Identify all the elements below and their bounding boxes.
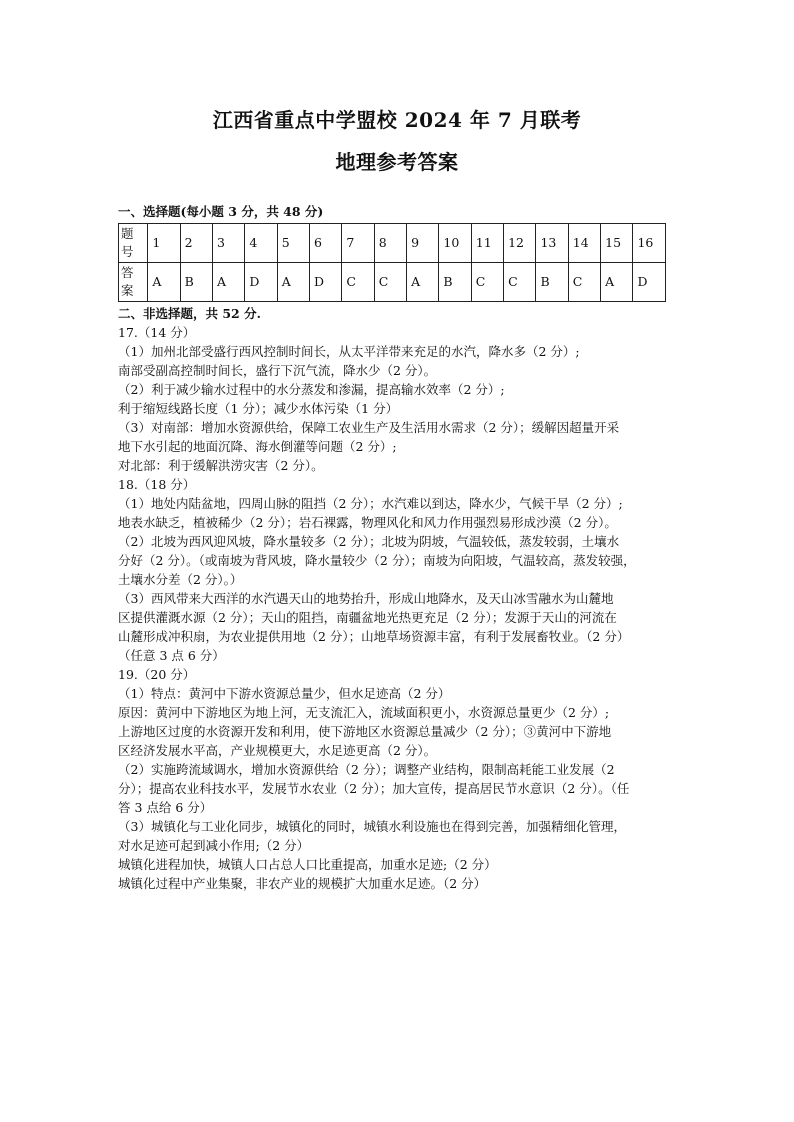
row-header-question	[119, 224, 148, 263]
answer-table	[118, 223, 666, 302]
row-header-answer	[119, 263, 148, 302]
q19-line: （2）实施跨流域调水，增加水资源供给（2 分）；调整产业结构，限制高耗能工业发展（2	[118, 762, 615, 777]
q17-line: 利于缩短线路长度（1 分）；减少水体污染（1 分）	[118, 401, 399, 416]
row-header-answer-line2: 案	[121, 283, 134, 298]
question-number-cell: 7	[342, 224, 374, 263]
answer-cell: D	[310, 263, 342, 302]
q17-line: 对北部：利于缓解洪涝灾害（2 分）。	[118, 458, 324, 473]
row-header-question-line1: 题	[121, 226, 134, 241]
q19-line: 区经济发展水平高，产业规模更大，水足迹更高（2 分）。	[118, 743, 437, 758]
table-row-answers	[119, 263, 666, 302]
answer-cell: C	[568, 263, 600, 302]
q19-line: （1）特点：黄河中下游水资源总量少，但水足迹高（2 分）	[118, 686, 451, 701]
answer-cell: A	[213, 263, 245, 302]
answer-cell: D	[633, 263, 666, 302]
q18-line: 地表水缺乏，植被稀少（2 分）；岩石裸露，物理风化和风力作用强烈易形成沙漠（2 分）。	[118, 515, 617, 530]
q17-line: （3）对南部：增加水资源供给，保障工农业生产及生活用水需求（2 分）；缓解因超量开采	[118, 420, 620, 435]
question-number-cell: 15	[601, 224, 633, 263]
q19-line: 城镇化进程加快，城镇人口占总人口比重提高，加重水足迹;（2 分）	[118, 857, 497, 872]
question-number-cell: 2	[180, 224, 212, 263]
answer-cell: A	[407, 263, 439, 302]
q18-line: 分好（2 分）。（或南坡为背风坡，降水量较少（2 分）；南坡为向阳坡，气温较高，蒸发较强，	[118, 553, 636, 568]
q18-line: （1）地处内陆盆地，四周山脉的阻挡（2 分）；水汽难以到达，降水少，气候干旱（2 分）;	[118, 496, 623, 511]
table-row-questions	[119, 224, 666, 263]
q18-line: 区提供灌溉水源（2 分）；天山的阻挡，南疆盆地光热更充足（2 分）；发源于天山的河流在	[118, 610, 617, 625]
answer-cell: D	[245, 263, 277, 302]
q18-line: （任意 3 点 6 分）	[118, 648, 225, 663]
answer-cell: C	[342, 263, 374, 302]
question-number-cell: 14	[568, 224, 600, 263]
question-number-cell: 11	[471, 224, 503, 263]
answer-cell: C	[504, 263, 536, 302]
q18-line: （3）西风带来大西洋的水汽遇天山的地势抬升，形成山地降水，及天山冰雪融水为山麓地	[118, 591, 614, 606]
q19-header: 19.（20 分）	[118, 667, 196, 682]
document-subtitle: 地理参考答案	[335, 150, 459, 174]
answer-cell: B	[180, 263, 212, 302]
question-number-cell: 10	[439, 224, 471, 263]
q19-line: 城镇化过程中产业集聚，非农产业的规模扩大加重水足迹。（2 分）	[118, 876, 487, 891]
document-title: 江西省重点中学盟校 2024 年 7 月联考	[212, 108, 582, 132]
q19-line: 答 3 点给 6 分）	[118, 800, 213, 815]
question-number-cell: 4	[245, 224, 277, 263]
q17-header: 17.（14 分）	[118, 325, 196, 340]
section2-heading: 二、非选择题，共 52 分.	[118, 306, 261, 321]
question-number-cell: 8	[374, 224, 406, 263]
q18-line: （2）北坡为西风迎风坡，降水量较多（2 分）；北坡为阴坡，气温较低，蒸发较弱，土壤水	[118, 534, 620, 549]
q19-line: 分）；提高农业科技水平，发展节水农业（2 分）；加大宣传，提高居民节水意识（2 分）。（任	[118, 781, 630, 796]
answer-cell: C	[471, 263, 503, 302]
answer-cell: A	[601, 263, 633, 302]
question-number-cell: 6	[310, 224, 342, 263]
question-number-cell: 13	[536, 224, 568, 263]
q18-header: 18.（18 分）	[118, 477, 196, 492]
row-header-question-line2: 号	[121, 244, 134, 259]
q17-line: （1）加州北部受盛行西风控制时间长，从太平洋带来充足的水汽，降水多（2 分）;	[118, 344, 580, 359]
question-number-cell: 1	[148, 224, 180, 263]
question-number-cell: 12	[504, 224, 536, 263]
q17-line: 地下水引起的地面沉降、海水倒灌等问题（2 分）;	[118, 439, 397, 454]
row-header-answer-line1: 答	[121, 265, 134, 280]
q18-line: 山麓形成冲积扇，为农业提供用地（2 分）；山地草场资源丰富，有利于发展畜牧业。（2 分）	[118, 629, 630, 644]
q19-line: 对水足迹可起到减小作用;（2 分）	[118, 838, 310, 853]
answer-cell: B	[536, 263, 568, 302]
q17-line: （2）利于减少输水过程中的水分蒸发和渗漏，提高输水效率（2 分）;	[118, 382, 505, 397]
q19-line: （3）城镇化与工业化同步，城镇化的同时，城镇水利设施也在得到完善，加强精细化管理，	[118, 819, 626, 834]
answer-cell: A	[277, 263, 309, 302]
answer-cell: C	[374, 263, 406, 302]
q17-line: 南部受副高控制时间长，盛行下沉气流，降水少（2 分）。	[118, 363, 437, 378]
question-number-cell: 9	[407, 224, 439, 263]
question-number-cell: 5	[277, 224, 309, 263]
q19-line: 原因：黄河中下游地区为地上河，无支流汇入，流域面积更小，水资源总量更少（2 分）;	[118, 705, 610, 720]
question-number-cell: 16	[633, 224, 666, 263]
question-number-cell: 3	[213, 224, 245, 263]
q18-line: 土壤水分差（2 分）。）	[118, 572, 243, 587]
section1-heading: 一、选择题(每小题 3 分，共 48 分)	[118, 204, 324, 219]
answer-cell: A	[148, 263, 180, 302]
answer-content	[118, 202, 678, 893]
answer-cell: B	[439, 263, 471, 302]
q19-line: 上游地区过度的水资源开发和利用，使下游地区水资源总量减少（2 分）；③黄河中下游地	[118, 724, 612, 739]
